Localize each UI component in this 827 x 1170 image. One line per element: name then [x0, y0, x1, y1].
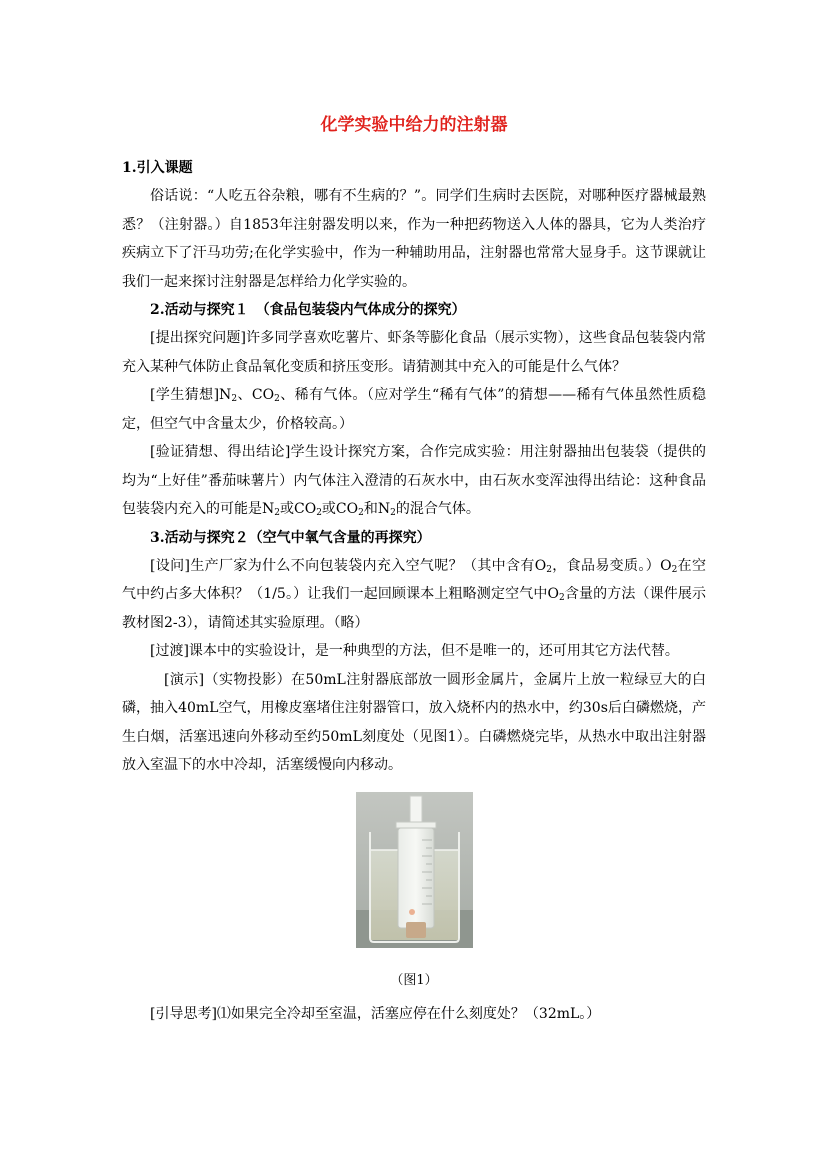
paragraph-guess: [学生猜想]$N_2$、$CO_2$、稀有气体。（应对学生“稀有气体”的猜想——稀有气体虽然性质稳定，但空气中含量太少，价格较高。） — [122, 387, 706, 432]
section-heading-3: 3.活动与探究２（空气中氧气含量的再探究） — [150, 529, 431, 546]
syringe-beaker-photo — [356, 792, 473, 948]
paragraph-demo: [演示]（实物投影）在50mL注射器底部放一圆形金属片，金属片上放一粒绿豆大的白磷，抽入40mL空气，用橡皮塞堵住注射器管口，放入烧杯内的热水中，约30s后白磷燃烧，产生白烟，活塞迅速向外移动至约50mL刻度处（见图1）。白磷燃烧完毕，从热水中取出注射器放入室温下的水中冷却，活塞缓慢向内移动。 — [122, 671, 706, 773]
figure-caption: （图1） — [390, 972, 438, 988]
paragraph-question: [提出探究问题]许多同学喜欢吃薯片、虾条等膨化食品（展示实物），这些食品包装袋内常充入某种气体防止食品氧化变质和挤压变形。请猜测其中充入的可能是什么气体？ — [122, 330, 706, 375]
paragraph-transition: [过渡]课本中的实验设计，是一种典型的方法，但不是唯一的，还可用其它方法代替。 — [150, 643, 679, 659]
section-heading-2: 2.活动与探究１ （食品包装袋内气体成分的探究） — [150, 302, 466, 318]
paragraph-think: [引导思考]⑴如果完全冷却至室温，活塞应停在什么刻度处？（32mL。） — [150, 1005, 601, 1022]
document-page — [122, 110, 706, 1028]
paragraph-intro: 俗话说：“人吃五谷杂粮，哪有不生病的？”。同学们生病时去医院，对哪种医疗器械最熟悉？（注射器。）自1853年注射器发明以来，作为一种把药物送入人体的器具，它为人类治疗疾病立下了汗马功劳;在化学实验中，作为一种辅助用品，注射器也常常大显身手。这节课就让我们一起来探讨注射器是怎样给力化学实验的。 — [122, 188, 706, 290]
document-title: 化学实验中给力的注射器 — [320, 115, 508, 135]
figure-1 — [122, 792, 706, 996]
section-heading-1: 1.引入课题 — [122, 160, 193, 176]
paragraph-ask: [设问]生产厂家为什么不向包装袋内充入空气呢？（其中含有$O_2$，食品易变质。）$O_2$在空气中约占多大体积？（1/5。）让我们一起回顾课本上粗略测定空气中$O_2$含量的方法（课件展示教材图2-3），请简述其实验原理。（略） — [122, 557, 706, 631]
syringe-in-beaker-image — [356, 792, 473, 948]
paragraph-verify: [验证猜想、得出结论]学生设计探究方案，合作完成实验：用注射器抽出包装袋（提供的均为“上好佳”番茄味薯片）内气体注入澄清的石灰水中，由石灰水变浑浊得出结论：这种食品包装袋内充入的可能是$N_2$或$CO_2$或$CO_2$和$N_2$的混合气体。 — [122, 444, 706, 518]
